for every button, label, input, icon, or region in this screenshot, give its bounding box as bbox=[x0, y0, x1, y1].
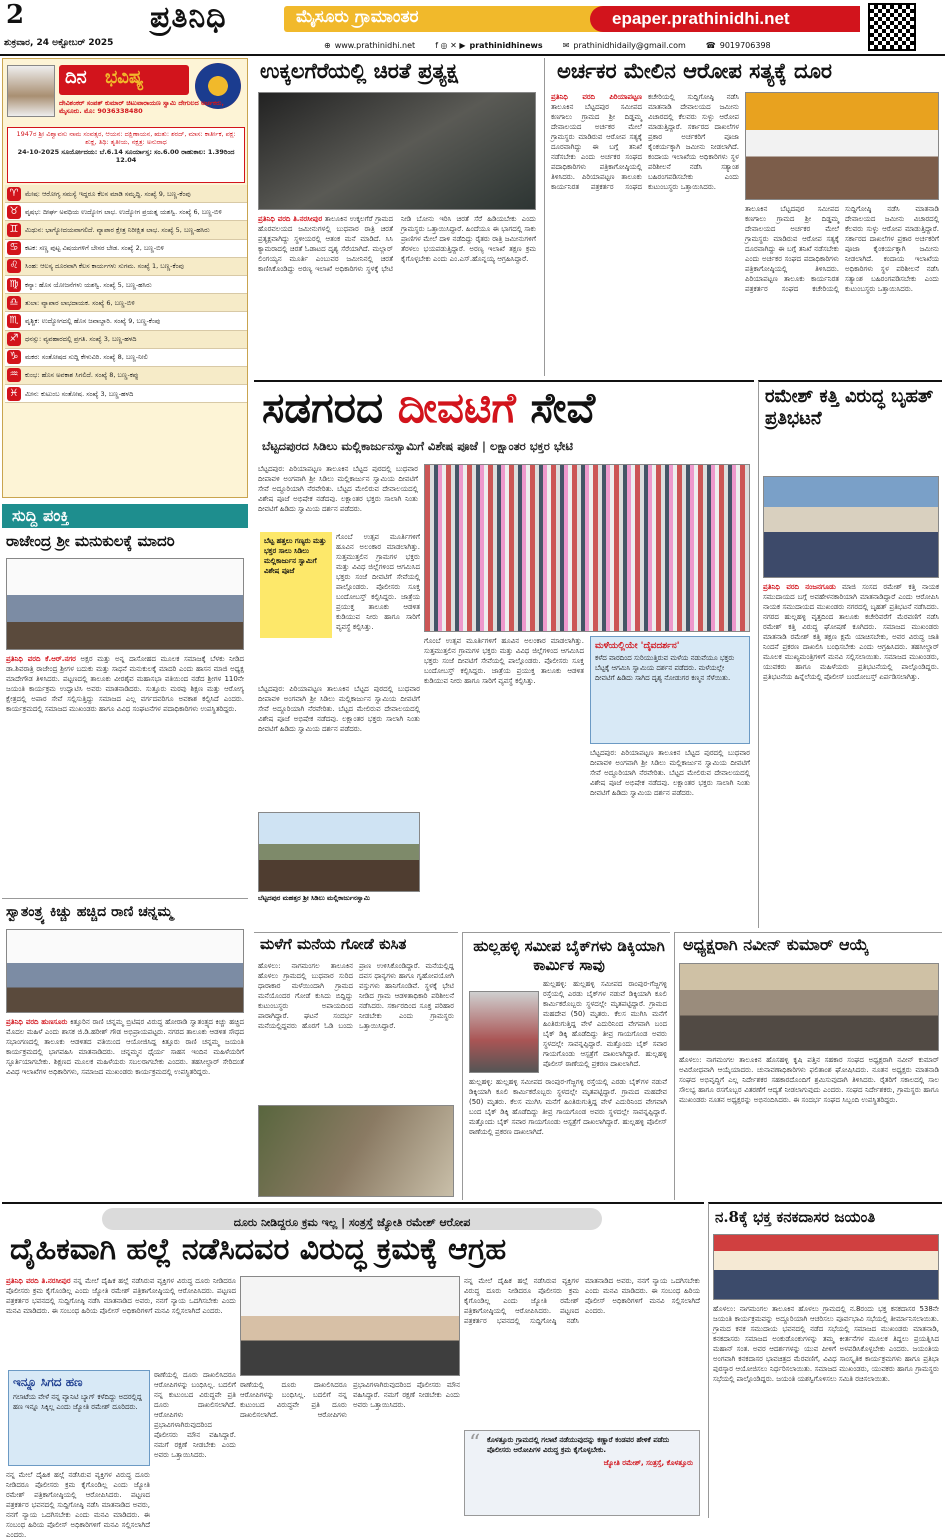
assault-byline: ಪ್ರತಿನಿಧಿ ವರದಿ bbox=[6, 1277, 39, 1285]
gemini-icon: ♊ bbox=[7, 223, 21, 237]
priests-press-photo bbox=[745, 92, 939, 200]
assault-quote-box bbox=[464, 1430, 700, 1516]
rahu-kala: 24-10-2025 ಸೂರ್ಯೋದಯ: ಬೆ.6.14 ಸೂರ್ಯಾಸ್ತ: ಸಂ.6.00 ರಾಹುಕಾಲ: 1.39ರಿಂದ 12.04 bbox=[17, 148, 235, 164]
zodiac-text: ಮಕರ: ಸಂತೋಷದ ಸುದ್ದಿ ಕೇಳುವಿರಿ. ಸಂಖ್ಯೆ 8, ಬಣ್ಣ-ನೀಲಿ bbox=[25, 353, 148, 362]
wall-photo bbox=[258, 1105, 454, 1197]
page-number: 2 bbox=[6, 0, 25, 30]
kanakadasa-body: ಹೊಳಲು: ನಾಗಮಂಗಲ ತಾಲೂಕಿನ ಹೊಳಲು ಗ್ರಾಮದಲ್ಲಿ ನ.8ರಂದು ಭಕ್ತ ಕನಕದಾಸರ 538ನೇ ಜಯಂತಿ ಕಾರ್ಯಕ್ರಮವನ್ನು ಅದ್ದೂರಿಯಾಗಿ ಆಚರಿಸಲು ಪೂರ್ವಭಾವಿ ಸಭೆಯಲ್ಲಿ ತೀರ್ಮಾನಿಸಲಾಯಿತು. ಗ್ರಾಮದ ಕನಕ ಸಮುದಾಯ ಭವನದಲ್ಲಿ ನಡೆದ ಸಭೆಯಲ್ಲಿ ಸಮಾಜದ ಮುಖಂಡರು ಮಾತನಾಡಿ, ಕನಕದಾಸರು ಸಮಾಜದ ಅಂಕುಡೊಂಕುಗಳನ್ನು ತಮ್ಮ ಕೀರ್ತನೆಗಳ ಮೂಲಕ ತಿದ್ದಲು ಪ್ರಯತ್ನಿಸಿದ ಮಹಾನ್ ಸಂತ. ಅವರ ಆದರ್ಶಗಳನ್ನು ಯುವ ಪೀಳಿಗೆ ಅಳವಡಿಸಿಕೊಳ್ಳಬೇಕು ಎಂದರು. ಜಯಂತಿಯ ಅಂಗವಾಗಿ ಕನಕದಾಸರ ಭಾವಚಿತ್ರದ ಮೆರವಣಿಗೆ, ವಿವಿಧ ಸಾಂಸ್ಕೃತಿಕ ಕಾರ್ಯಕ್ರಮಗಳು ಹಾಗೂ ಪ್ರತಿಭಾ ಪುರಸ್ಕಾರ ಆಯೋಜಿಸಲು ನಿರ್ಧರಿಸಲಾಯಿತು. ಸಮಾಜದ ಮುಖಂಡರು, ಯುವಕರು ಹಾಗೂ ಗ್ರಾಮಸ್ಥರು ಸಭೆಯಲ್ಲಿ ಪಾಲ್ಗೊಂಡಿದ್ದರು. ಜಯಂತಿ ಯಶಸ್ವಿಗೊಳಿಸಲು ಸಮಿತಿ ರಚಿಸಲಾಯಿತು. bbox=[713, 1305, 939, 1383]
zodiac-text: ಮಿಥುನ: ಭಾಗ್ಯೋದಯವಾಗಲಿದೆ. ವ್ಯಾಪಾರ ಕ್ಷೇತ್ರ ನಿರೀಕ್ಷಿತ ಲಾಭ. ಸಂಖ್ಯೆ 5, ಬಣ್ಣ-ಹಸಿರು bbox=[25, 225, 210, 234]
capricorn-icon: ♑ bbox=[7, 350, 21, 364]
assault-headline: ದೈಹಿಕವಾಗಿ ಹಲ್ಲೆ ನಡೆಸಿದವರ ವಿರುದ್ಧ ಕ್ರಮಕ್ಕೆ ಆಗ್ರಹ bbox=[10, 1232, 507, 1267]
deepotsava-body-c: ಬೆಟ್ಟದಪುರ: ಪಿರಿಯಾಪಟ್ಟಣ ತಾಲೂಕಿನ ಬೆಟ್ಟದ ಪುರದಲ್ಲಿ ಬುಧವಾರ ದೀಪಾವಳಿ ಅಂಗವಾಗಿ ಶ್ರೀ ಸಿಡಿಲು ಮಲ್ಲಿಕಾರ್ಜುನ ಸ್ವಾಮಿಯ ದೀವಟಿಗೆ ಸೇವೆ ಅದ್ದೂರಿಯಾಗಿ ನೆರವೇರಿತು. ಬೆಟ್ಟದ ಮೇಲಿರುವ ದೇವಾಲಯದಲ್ಲಿ ವಿಶೇಷ ಪೂಜೆ ಅಭಿಷೇಕ ನಡೆದವು. ಲಕ್ಷಾಂತರ ಭಕ್ತರು ಸಾಲಾಗಿ ನಿಂತು ದೀವಟಿಗೆ ಹಿಡಿದು ಸ್ವಾಮಿಯ ದರ್ಶನ ಪಡೆದರು. bbox=[258, 685, 420, 733]
zodiac-row bbox=[5, 331, 247, 349]
leopard-text: ತಾಲೂಕಿನ ಉಕ್ಕಲಗೆರೆ ಗ್ರಾಮದ ಹೊರವಲಯದ ಜಮೀನುಗಳಲ್ಲಿ ಬುಧವಾರ ರಾತ್ರಿ ಚಿರತೆ ಪ್ರತ್ಯಕ್ಷವಾಗಿದ್ದು ಸ್ಥಳೀಯರಲ್ಲಿ ಆತಂಕ ಮನೆ ಮಾಡಿದೆ. ಸಿಸಿ ಕ್ಯಾಮರಾದಲ್ಲಿ ಚಿರತೆ ಓಡಾಟದ ದೃಶ್ಯ ಸೆರೆಯಾಗಿದೆ. ಮಲ್ಲಾರ್ ಲಿಂಗಯ್ಯನ ಮೂರ್ತಿ ಎಂಬುವರ ಜಮೀನಿನಲ್ಲಿ ಚಿರತೆ ಕಾಣಿಸಿಕೊಂಡಿದ್ದು ಅರಣ್ಯ ಇಲಾಖೆ ಅಧಿಕಾರಿಗಳು ಸ್ಥಳಕ್ಕೆ ಭೇಟಿ ನೀಡಿ ಬೋನು ಇರಿಸಿ ಚಿರತೆ ಸೆರೆ ಹಿಡಿಯಬೇಕು ಎಂದು ಗ್ರಾಮಸ್ಥರು ಒತ್ತಾಯಿಸಿದ್ದಾರೆ. ಹಿಂದೆಯೂ ಈ ಭಾಗದಲ್ಲಿ ಸಾಕು ಪ್ರಾಣಿಗಳ ಮೇಲೆ ದಾಳಿ ನಡೆದಿದ್ದು ರೈತರು ರಾತ್ರಿ ಜಮೀನುಗಳಿಗೆ ತೆರಳಲು ಭಯಪಡುತ್ತಿದ್ದಾರೆ. ಅರಣ್ಯ ಇಲಾಖೆ ತಕ್ಷಣ ಕ್ರಮ ಕೈಗೊಳ್ಳಬೇಕು ಎಂದು ಎಂ.ಎಸ್.ಹೊನ್ನಯ್ಯ ಆಗ್ರಹಿಸಿದ್ದಾರೆ. bbox=[258, 215, 536, 273]
assault-body-e: ನನ್ನ ಮೇಲೆ ದೈಹಿಕ ಹಲ್ಲೆ ನಡೆಸಿರುವ ವ್ಯಕ್ತಿಗಳ ವಿರುದ್ಧ ದೂರು ನೀಡಿದರೂ ಪೊಲೀಸರು ಕ್ರಮ ಕೈಗೊಂಡಿಲ್ಲ ಎಂದು ಜ್ಯೋತಿ ರಮೇಶ್ ಪತ್ರಿಕಾಗೋಷ್ಠಿಯಲ್ಲಿ ಆರೋಪಿಸಿದರು. ಪಟ್ಟಣದ ಪತ್ರಕರ್ತರ ಭವನದಲ್ಲಿ ಸುದ್ದಿಗೋಷ್ಠಿ ನಡೆಸಿ ಮಾತನಾಡಿದ ಅವರು, ನನಗೆ ನ್ಯಾಯ ಒದಗಿಸಬೇಕು ಎಂದು ಮನವಿ ಮಾಡಿದರು. ಈ ಸಂಬಂಧ ಹಿರಿಯ ಪೊಲೀಸ್ ಅಧಿಕಾರಿಗಳಿಗೆ ಮನವಿ ಸಲ್ಲಿಸಲಾಗಿದೆ ಎಂದರು. bbox=[464, 1277, 700, 1325]
deepotsava-body-b: ಗೊಂಬೆ ಉತ್ಸವ ಮೂರ್ತಿಗಳಿಗೆ ಹೂವಿನ ಅಲಂಕಾರ ಮಾಡಲಾಗಿತ್ತು. ಸುತ್ತಮುತ್ತಲಿನ ಗ್ರಾಮಗಳ ಭಕ್ತರು ಮತ್ತು ವಿವಿಧ ಜಿಲ್ಲೆಗಳಿಂದ ಆಗಮಿಸಿದ ಭಕ್ತರು ಸಂಜೆ ದೀವಟಿಗೆ ಸೇವೆಯಲ್ಲಿ ಪಾಲ್ಗೊಂಡರು. ಪೊಲೀಸರು ಸೂಕ್ತ ಬಂದೋಬಸ್ತ್ ಕಲ್ಪಿಸಿದ್ದರು. ಜಾತ್ರೆಯ ಪ್ರಯುಕ್ತ ತಾಲೂಕು ಆಡಳಿತ ಕುಡಿಯುವ ನೀರು ಹಾಗೂ ಸಾರಿಗೆ ವ್ಯವಸ್ಥೆ ಕಲ್ಪಿಸಿತ್ತು. bbox=[336, 533, 420, 631]
epaper-url[interactable]: epaper.prathinidhi.net bbox=[612, 9, 790, 28]
zodiac-row bbox=[5, 240, 247, 258]
assault-body-b: ಠಾಣೆಯಲ್ಲಿ ದೂರು ದಾಖಲಿಸಿದರೂ ಆರೋಪಿಗಳನ್ನು ಬಂಧಿಸಿಲ್ಲ. ಬದಲಿಗೆ ನನ್ನ ಕುಟುಂಬದ ವಿರುದ್ಧವೇ ಪ್ರತಿ ದೂರು ದಾಖಲಿಸಲಾಗಿದೆ. ಆರೋಪಿಗಳು ಪ್ರಭಾವಿಗಳಾಗಿರುವುದರಿಂದ ಪೊಲೀಸರು ಮೌನ ವಹಿಸಿದ್ದಾರೆ. ನಮಗೆ ರಕ್ಷಣೆ ನೀಡಬೇಕು ಎಂದು ಅವರು ಒತ್ತಾಯಿಸಿದರು. bbox=[154, 1371, 236, 1459]
zodiac-text: ವೃಷಭ: ದೀರ್ಘ ಅವಧಿಯ ಉದ್ಯೋಗ ಲಾಭ. ಉದ್ಯೋಗ ಪ್ರಯತ್ನ ಯಶಸ್ವಿ. ಸಂಖ್ಯೆ 6, ಬಣ್ಣ-ಬಿಳಿ bbox=[25, 207, 222, 216]
wall-story bbox=[254, 932, 458, 1200]
zodiac-text: ಕುಂಭ: ಹೊಸ ಅವಕಾಶ ಸಿಗಲಿದೆ. ಸಂಖ್ಯೆ 8, ಬಣ್ಣ-ಕಪ್ಪು bbox=[25, 371, 139, 380]
deepotsava-headline-b: ದೀವಟಿಗೆ bbox=[397, 383, 516, 432]
assault-text: ನನ್ನ ಮೇಲೆ ದೈಹಿಕ ಹಲ್ಲೆ ನಡೆಸಿರುವ ವ್ಯಕ್ತಿಗಳ ವಿರುದ್ಧ ದೂರು ನೀಡಿದರೂ ಪೊಲೀಸರು ಕ್ರಮ ಕೈಗೊಂಡಿಲ್ಲ ಎಂದು ಜ್ಯೋತಿ ರಮೇಶ್ ಪತ್ರಿಕಾಗೋಷ್ಠಿಯಲ್ಲಿ ಆರೋಪಿಸಿದರು. ಪಟ್ಟಣದ ಪತ್ರಕರ್ತರ ಭವನದಲ್ಲಿ ಸುದ್ದಿಗೋಷ್ಠಿ ನಡೆಸಿ ಮಾತನಾಡಿದ ಅವರು, ನನಗೆ ನ್ಯಾಯ ಒದಗಿಸಬೇಕು ಎಂದು ಮನವಿ ಮಾಡಿದರು. ಈ ಸಂಬಂಧ ಹಿರಿಯ ಪೊಲೀಸ್ ಅಧಿಕಾರಿಗಳಿಗೆ ಮನವಿ ಸಲ್ಲಿಸಲಾಗಿದೆ ಎಂದರು. bbox=[6, 1277, 236, 1315]
zodiac-row bbox=[5, 385, 247, 403]
priests-story bbox=[544, 58, 942, 376]
edition-label: ಮೈಸೂರು ಗ್ರಾಮಾಂತರ bbox=[296, 7, 419, 27]
social-handle[interactable]: prathinidhinews bbox=[469, 40, 543, 50]
deepotsava-rain-title: ಮಳೆಯಲ್ಲಿಯೇ 'ದೈವದರ್ಶನ' bbox=[595, 641, 680, 651]
leopard-cctv-photo bbox=[258, 92, 536, 210]
email-link[interactable]: prathinidhidaily@gmail.com bbox=[573, 40, 686, 50]
chennamma-headline: ಸ್ವಾತಂತ್ರ್ಯ ಕಿಚ್ಚು ಹಚ್ಚಿದ ರಾಣಿ ಚನ್ನಮ್ಮ bbox=[6, 904, 173, 920]
assault-money-box bbox=[8, 1370, 150, 1466]
panchanga-text: 1947ರ ಶ್ರೀ ವಿಶ್ವಾವಸು ನಾಮ ಸಂವತ್ಸರ, ಆಯನ: ದಕ್ಷಿಣಾಯನ, ಋತು: ಶರದ್, ಮಾಸ: ಕಾರ್ತೀಕ, ಪಕ್ಷ: ಶುಕ್ಲ, ತಿಥಿ: ತೃತೀಯ, ನಕ್ಷತ್ರ: ಅನುರಾಧ bbox=[16, 130, 236, 146]
accident-story bbox=[462, 932, 670, 1200]
quote-icon: “ bbox=[469, 1431, 481, 1456]
zodiac-row bbox=[5, 294, 247, 312]
president-photo bbox=[679, 963, 939, 1051]
chennamma-place: ಹುಣಸೂರು bbox=[41, 1018, 68, 1026]
leopard-byline: ಪ್ರತಿನಿಧಿ ವರದಿ bbox=[258, 215, 291, 223]
zodiac-text: ಸಿಂಹ: ಆಲಸ್ಯ ದೂರವಾಗಿ ಕೆಲಸ ಕಾರ್ಯಗಳು ಸುಗಮ. ಸಂಖ್ಯೆ 1, ಬಣ್ಣ-ಕೆಂಪು bbox=[25, 262, 184, 271]
zodiac-text: ತುಲಾ: ವ್ಯಾಪಾರ ಲಾಭದಾಯಕ. ಸಂಖ್ಯೆ 6, ಬಣ್ಣ-ಬಿಳಿ bbox=[25, 298, 135, 307]
accident-body: ಹುಲ್ಲಹಳ್ಳಿ: ಹುಲ್ಲಹಳ್ಳಿ ಸಮೀಪದ ರಾಂಪುರ-ಗೆಜ್ಜಗಳ್ಳಿ ರಸ್ತೆಯಲ್ಲಿ ಎರಡು ಬೈಕ್‌ಗಳ ನಡುವೆ ಡಿಕ್ಕಿಯಾಗಿ ಕೂಲಿ ಕಾರ್ಮಿಕರೊಬ್ಬರು ಸ್ಥಳದಲ್ಲೇ ಮೃತಪಟ್ಟಿದ್ದಾರೆ. ಗ್ರಾಮದ ಮಹದೇವ (50) ಮೃತರು. ಕೆಲಸ ಮುಗಿಸಿ ಮನೆಗೆ ಹಿಂತಿರುಗುತ್ತಿದ್ದ ವೇಳೆ ಎದುರಿನಿಂದ ವೇಗವಾಗಿ ಬಂದ ಬೈಕ್ ಡಿಕ್ಕಿ ಹೊಡೆದಿದ್ದು ತೀವ್ರ ಗಾಯಗೊಂಡ ಅವರು ಸ್ಥಳದಲ್ಲೇ ಸಾವನ್ನಪ್ಪಿದ್ದಾರೆ. ಮತ್ತೊಂದು ಬೈಕ್ ಸವಾರ ಗಾಯಗೊಂಡು ಆಸ್ಪತ್ರೆಗೆ ದಾಖಲಾಗಿದ್ದಾರೆ. ಹುಲ್ಲಹಳ್ಳಿ ಪೊಲೀಸ್ ಠಾಣೆಯಲ್ಲಿ ಪ್ರಕರಣ ದಾಖಲಾಗಿದೆ. bbox=[543, 980, 667, 1068]
rajendra-photo bbox=[6, 558, 244, 650]
protest-story bbox=[758, 380, 942, 928]
zodiac-row bbox=[5, 276, 247, 294]
zodiac-row bbox=[5, 203, 247, 221]
masthead-logo: ಪ್ರತಿನಿಧಿ bbox=[150, 0, 227, 35]
rajendra-place: ಕೆ.ಆರ್.ನಗರ bbox=[45, 655, 76, 663]
zodiac-list bbox=[5, 185, 247, 403]
protest-byline: ಪ್ರತಿನಿಧಿ ವರದಿ bbox=[763, 583, 800, 591]
kanakadasa-headline: ನ.8ಕ್ಕೆ ಭಕ್ತ ಕನಕದಾಸರ ಜಯಂತಿ bbox=[715, 1208, 876, 1226]
accident-body-b: ಹುಲ್ಲಹಳ್ಳಿ: ಹುಲ್ಲಹಳ್ಳಿ ಸಮೀಪದ ರಾಂಪುರ-ಗೆಜ್ಜಗಳ್ಳಿ ರಸ್ತೆಯಲ್ಲಿ ಎರಡು ಬೈಕ್‌ಗಳ ನಡುವೆ ಡಿಕ್ಕಿಯಾಗಿ ಕೂಲಿ ಕಾರ್ಮಿಕರೊಬ್ಬರು ಸ್ಥಳದಲ್ಲೇ ಮೃತಪಟ್ಟಿದ್ದಾರೆ. ಗ್ರಾಮದ ಮಹದೇವ (50) ಮೃತರು. ಕೆಲಸ ಮುಗಿಸಿ ಮನೆಗೆ ಹಿಂತಿರುಗುತ್ತಿದ್ದ ವೇಳೆ ಎದುರಿನಿಂದ ವೇಗವಾಗಿ ಬಂದ ಬೈಕ್ ಡಿಕ್ಕಿ ಹೊಡೆದಿದ್ದು ತೀವ್ರ ಗಾಯಗೊಂಡ ಅವರು ಸ್ಥಳದಲ್ಲೇ ಸಾವನ್ನಪ್ಪಿದ್ದಾರೆ. ಮತ್ತೊಂದು ಬೈಕ್ ಸವಾರ ಗಾಯಗೊಂಡು ಆಸ್ಪತ್ರೆಗೆ ದಾಖಲಾಗಿದ್ದಾರೆ. ಹುಲ್ಲಹಳ್ಳಿ ಪೊಲೀಸ್ ಠಾಣೆಯಲ್ಲಿ ಪ್ರಕರಣ ದಾಖಲಾಗಿದೆ. bbox=[469, 1078, 667, 1136]
president-story bbox=[674, 932, 942, 1200]
rajendra-headline: ರಾಜೇಂದ್ರ ಶ್ರೀ ಮನುಕುಲಕ್ಕೆ ಮಾದರಿ bbox=[6, 532, 175, 550]
rajendra-text: ಅಕ್ಷರ ಮತ್ತು ಅನ್ನ ದಾಸೋಹದ ಮೂಲಕ ಸಮಾಜಕ್ಕೆ ಬೆಳಕು ನೀಡಿದ ಡಾ.ಶಿವರಾತ್ರಿ ರಾಜೇಂದ್ರ ಶ್ರೀಗಳ ಬದುಕು ಮತ್ತು ಸಾಧನೆ ಮನುಕುಲಕ್ಕೆ ಮಾದರಿ ಎಂದು ಹಾಸನ ಮಾಜಿ ಅಧ್ಯಕ್ಷ ಮಾದೇಗೌಡ ತಿಳಿಸಿದರು. ಪಟ್ಟಣದಲ್ಲಿ ತಾಲೂಕು ವೀರಶೈವ ಮಹಾಸಭಾ ವತಿಯಿಂದ ನಡೆದ ಶ್ರೀಗಳ 110ನೇ ಜಯಂತಿ ಕಾರ್ಯಕ್ರಮ ಉದ್ಘಾಟಿಸಿ ಅವರು ಮಾತನಾಡಿದರು. ಸುತ್ತೂರು ಮಠವು ಶಿಕ್ಷಣ ಮತ್ತು ಆರೋಗ್ಯ ಕ್ಷೇತ್ರದಲ್ಲಿ ಅಪಾರ ಸೇವೆ ಸಲ್ಲಿಸುತ್ತಿದ್ದು ಸಮಾಜದ ಎಲ್ಲ ವರ್ಗದವರಿಗೂ ಅವಕಾಶ ಕಲ್ಪಿಸಿದೆ ಎಂದರು. ಕಾರ್ಯಕ್ರಮದಲ್ಲಿ ಸಮಾಜದ ಮುಖಂಡರು ಹಾಗೂ ವಿವಿಧ ಸಂಘಟನೆಗಳ ಪದಾಧಿಕಾರಿಗಳು ಉಪಸ್ಥಿತರಿದ್ದರು. bbox=[6, 655, 245, 713]
zodiac-text: ವೃಶ್ಚಿಕ: ಉದ್ಯೋಗದಲ್ಲಿ ಹೊಸ ಜವಾಬ್ದಾರಿ. ಸಂಖ್ಯೆ 9, ಬಣ್ಣ-ಕೆಂಪು bbox=[25, 316, 161, 325]
horoscope-panel bbox=[2, 58, 248, 498]
president-body: ಹೊಳಲು: ನಾಗಮಂಗಲ ತಾಲೂಕಿನ ಹೊಸಹಳ್ಳಿ ಕೃಷಿ ಪತ್ತಿನ ಸಹಕಾರ ಸಂಘದ ಅಧ್ಯಕ್ಷರಾಗಿ ನವೀನ್ ಕುಮಾರ್ ಅವಿರೋಧವಾಗಿ ಆಯ್ಕೆಯಾದರು. ಚುನಾವಣಾಧಿಕಾರಿಗಳು ಫಲಿತಾಂಶ ಘೋಷಿಸಿದರು. ನೂತನ ಅಧ್ಯಕ್ಷರು ಮಾತನಾಡಿ ಸಂಘದ ಅಭಿವೃದ್ಧಿಗೆ ಎಲ್ಲ ನಿರ್ದೇಶಕರ ಸಹಕಾರದೊಂದಿಗೆ ಶ್ರಮಿಸುವುದಾಗಿ ತಿಳಿಸಿದರು. ರೈತರಿಗೆ ಸಕಾಲದಲ್ಲಿ ಸಾಲ ಸೌಲಭ್ಯ ಹಾಗೂ ರಸಗೊಬ್ಬರ ವಿತರಣೆಗೆ ಆದ್ಯತೆ ನೀಡಲಾಗುವುದು ಎಂದರು. ಸಂಘದ ನಿರ್ದೇಶಕರು, ಗ್ರಾಮಸ್ಥರು ಹಾಗೂ ಮುಖಂಡರು ನೂತನ ಅಧ್ಯಕ್ಷರನ್ನು ಅಭಿನಂದಿಸಿದರು. ಈ ಸಂದರ್ಭ ಸಂಘದ ಸಿಬ್ಬಂದಿ ಉಪಸ್ಥಿತರಿದ್ದರು. bbox=[679, 1056, 939, 1104]
leopard-headline: ಉಕ್ಕಲಗೆರೆಯಲ್ಲಿ ಚಿರತೆ ಪ್ರತ್ಯಕ್ಷ bbox=[260, 58, 458, 83]
libra-icon: ♎ bbox=[7, 296, 21, 310]
zodiac-text: ಮೇಷ: ಆರೋಗ್ಯ ಸಮಸ್ಯೆ ಇದ್ದರೂ ಕೆಲಸ ಮಾಡಿ ಸಮೃದ್ಧಿ. ಸಂಖ್ಯೆ 9, ಬಣ್ಣ-ಕೆಂಪು bbox=[25, 189, 191, 198]
wall-body: ಹೊಳಲು: ನಾಗಮಂಗಲ ತಾಲೂಕಿನ ಹೊಳಲು ಗ್ರಾಮದಲ್ಲಿ ಬುಧವಾರ ಸುರಿದ ಧಾರಾಕಾರ ಮಳೆಯಿಂದಾಗಿ ಗ್ರಾಮದ ಮನೆಯೊಂದರ ಗೋಡೆ ಕುಸಿದು ಬಿದ್ದಿದ್ದು ಕುಟುಂಬಸ್ಥರು ಅಪಾಯದಿಂದ ಪಾರಾಗಿದ್ದಾರೆ. ಘಟನೆ ಸಂದರ್ಭ ಮನೆಯಲ್ಲಿದ್ದವರು ಹೊರಗೆ ಓಡಿ ಬಂದು ಪ್ರಾಣ ಉಳಿಸಿಕೊಂಡಿದ್ದಾರೆ. ಮನೆಯಲ್ಲಿದ್ದ ದವಸ ಧಾನ್ಯಗಳು ಹಾಗೂ ಗೃಹೋಪಯೋಗಿ ವಸ್ತುಗಳು ಹಾನಿಗೊಂಡಿವೆ. ಸ್ಥಳಕ್ಕೆ ಭೇಟಿ ನೀಡಿದ ಗ್ರಾಮ ಆಡಳಿತಾಧಿಕಾರಿ ಪರಿಶೀಲನೆ ನಡೆಸಿದರು. ಸರ್ಕಾರದಿಂದ ಸೂಕ್ತ ಪರಿಹಾರ ನೀಡಬೇಕು ಎಂದು ಗ್ರಾಮಸ್ಥರು ಒತ್ತಾಯಿಸಿದ್ದಾರೆ. bbox=[258, 962, 454, 1030]
assault-press-photo bbox=[240, 1276, 460, 1376]
virgo-icon: ♍ bbox=[7, 278, 21, 292]
rajendra-byline: ಪ್ರತಿನಿಧಿ ವರದಿ bbox=[6, 655, 41, 663]
phone-icon: ☎ bbox=[705, 40, 716, 50]
zodiac-text: ಕಟಕ: ಸಣ್ಣ ಪುಟ್ಟ ವಿಷಯಗಳಿಗೆ ಬೇಸರ ಬೇಡ. ಸಂಖ್ಯೆ 2, ಬಣ್ಣ-ಬಿಳಿ bbox=[25, 244, 165, 253]
zodiac-row bbox=[5, 349, 247, 367]
assault-box-title: ಇನ್ನೂ ಸಿಗದ ಹಣ bbox=[13, 1375, 83, 1389]
chennamma-story bbox=[2, 898, 248, 1198]
deepotsava-headline bbox=[262, 383, 596, 432]
chennamma-body bbox=[6, 1017, 244, 1195]
leo-icon: ♌ bbox=[7, 259, 21, 273]
victim-photo bbox=[469, 991, 539, 1073]
protest-place: ನಂಜನಗೂಡು bbox=[805, 583, 836, 591]
phone-number: 9019706398 bbox=[719, 40, 771, 50]
kanakadasa-photo bbox=[713, 1234, 939, 1300]
assault-place: ತಿ.ನರಸೀಪುರ bbox=[41, 1277, 71, 1285]
deepotsava-rain-text: ಕಳೆದ ವಾರದಿಂದ ಸುರಿಯುತ್ತಿರುವ ಮಳೆಯ ನಡುವೆಯೂ ಭಕ್ತರು ಬೆಟ್ಟಕ್ಕೆ ಆಗಮಿಸಿ ಸ್ವಾಮಿಯ ದರ್ಶನ ಪಡೆದರು. ಮಳೆಯಲ್ಲೇ ದೀವಟಿಗೆ ಹಿಡಿದು ಸಾಗಿದ ದೃಶ್ಯ ನೋಡುಗರ ಕಣ್ಮನ ಸೆಳೆಯಿತು. bbox=[595, 654, 735, 682]
priests-place: ಪಿರಿಯಾಪಟ್ಟಣ bbox=[609, 93, 642, 101]
priests-byline: ಪ್ರತಿನಿಧಿ ವರದಿ bbox=[551, 93, 596, 101]
sagittarius-icon: ♐ bbox=[7, 332, 21, 346]
social-icons: f ◎ ✕ ▶ bbox=[435, 40, 466, 50]
protest-text: ಮಾಜಿ ಸಂಸದ ರಮೇಶ್ ಕತ್ತಿ ನಾಯಕ ಸಮುದಾಯದ ಬಗ್ಗೆ ಅವಹೇಳನಕಾರಿಯಾಗಿ ಮಾತನಾಡಿದ್ದಾರೆ ಎಂದು ಆರೋಪಿಸಿ ನಾಯಕ ಸಮುದಾಯದ ಮುಖಂಡರು ನಗರದಲ್ಲಿ ಬೃಹತ್ ಪ್ರತಿಭಟನೆ ನಡೆಸಿದರು. ನಗರದ ಹುಲ್ಲಹಳ್ಳಿ ವೃತ್ತದಿಂದ ತಾಲೂಕು ಕಚೇರಿವರೆಗೆ ಮೆರವಣಿಗೆ ನಡೆಸಿ ರಮೇಶ್ ಕತ್ತಿ ವಿರುದ್ಧ ಘೋಷಣೆ ಕೂಗಿದರು. ಸಮಾಜದ ಮುಖಂಡರು ಮಾತನಾಡಿ ರಮೇಶ್ ಕತ್ತಿ ತಕ್ಷಣ ಕ್ಷಮೆ ಯಾಚಿಸಬೇಕು, ಅವರ ವಿರುದ್ಧ ಜಾತಿ ನಿಂದನೆ ಪ್ರಕರಣ ದಾಖಲಿಸಿ ಬಂಧಿಸಬೇಕು ಎಂದು ಆಗ್ರಹಿಸಿದರು. ತಹಸೀಲ್ದಾರ್ ಮೂಲಕ ಮುಖ್ಯಮಂತ್ರಿಗಳಿಗೆ ಮನವಿ ಸಲ್ಲಿಸಲಾಯಿತು. ಸಮಾಜದ ಮುಖಂಡರು, ಯುವಕರು ಹಾಗೂ ಮಹಿಳೆಯರು ಪ್ರತಿಭಟನೆಯಲ್ಲಿ ಪಾಲ್ಗೊಂಡಿದ್ದರು. ಪ್ರತಿಭಟನೆಯ ಹಿನ್ನೆಲೆಯಲ್ಲಿ ಪೊಲೀಸ್ ಬಂದೋಬಸ್ತ್ ಏರ್ಪಡಿಸಲಾಗಿತ್ತು. bbox=[763, 583, 939, 681]
assault-quote-text: ಕೊಳತ್ತೂರು ಗ್ರಾಮದಲ್ಲಿ ಗಲಾಟೆ ನಡೆಯುವುದನ್ನು ಕಣ್ಣಾರೆ ಕಂಡವರ ಹೇಳಿಕೆ ಪಡೆದು ಪೊಲೀಸರು ಆರೋಪಿಗಳ ವಿರುದ್ಧ ಕ್ರಮ ಕೈಗೊಳ್ಳಬೇಕು. bbox=[487, 1436, 670, 1454]
chennamma-photo bbox=[6, 929, 244, 1013]
mail-icon: ✉ bbox=[562, 40, 570, 50]
deepotsava-body-d: ಗೊಂಬೆ ಉತ್ಸವ ಮೂರ್ತಿಗಳಿಗೆ ಹೂವಿನ ಅಲಂಕಾರ ಮಾಡಲಾಗಿತ್ತು. ಸುತ್ತಮುತ್ತಲಿನ ಗ್ರಾಮಗಳ ಭಕ್ತರು ಮತ್ತು ವಿವಿಧ ಜಿಲ್ಲೆಗಳಿಂದ ಆಗಮಿಸಿದ ಭಕ್ತರು ಸಂಜೆ ದೀವಟಿಗೆ ಸೇವೆಯಲ್ಲಿ ಪಾಲ್ಗೊಂಡರು. ಪೊಲೀಸರು ಸೂಕ್ತ ಬಂದೋಬಸ್ತ್ ಕಲ್ಪಿಸಿದ್ದರು. ಜಾತ್ರೆಯ ಪ್ರಯುಕ್ತ ತಾಲೂಕು ಆಡಳಿತ ಕುಡಿಯುವ ನೀರು ಹಾಗೂ ಸಾರಿಗೆ ವ್ಯವಸ್ಥೆ ಕಲ್ಪಿಸಿತ್ತು. bbox=[424, 637, 584, 685]
assault-kicker-bar bbox=[102, 1208, 602, 1230]
scorpio-icon: ♏ bbox=[7, 314, 21, 328]
leopard-body bbox=[258, 214, 536, 374]
aries-icon: ♈ bbox=[7, 187, 21, 201]
qr-code[interactable] bbox=[868, 3, 916, 51]
assault-body bbox=[6, 1276, 236, 1366]
deepotsava-subhead: ಬೆಟ್ಟದಪುರದ ಸಿಡಿಲು ಮಲ್ಲಿಕಾರ್ಜುನಸ್ವಾಮಿಗೆ ವಿಶೇಷ ಪೂಜೆ | ಲಕ್ಷಾಂತರ ಭಕ್ತರ ಭೇಟಿ bbox=[262, 439, 573, 453]
epaper-banner bbox=[590, 6, 860, 32]
globe-icon: ⊕ bbox=[324, 40, 331, 50]
contact-strip bbox=[324, 38, 864, 52]
zodiac-row bbox=[5, 185, 247, 203]
masthead bbox=[0, 0, 945, 56]
chennamma-text: ಕಿತ್ತೂರಿನ ರಾಣಿ ಚನ್ನಮ್ಮ ಬ್ರಿಟಿಷರ ವಿರುದ್ಧ ಹೋರಾಡಿ ಸ್ವಾತಂತ್ರ್ಯದ ಕಿಚ್ಚು ಹಚ್ಚಿದ ಮೊದಲ ಮಹಿಳೆ ಎಂದು ಶಾಸಕ ಜಿ.ಡಿ.ಹರೀಶ್ ಗೌಡ ಅಭಿಪ್ರಾಯಪಟ್ಟರು. ನಗರದ ತಾಲೂಕು ಆಡಳಿತ ಸೌಧದ ಸಭಾಂಗಣದಲ್ಲಿ ತಾಲೂಕು ಆಡಳಿತದ ವತಿಯಿಂದ ಆಯೋಜಿಸಿದ್ದ ಕಿತ್ತೂರು ರಾಣಿ ಚನ್ನಮ್ಮ ಜಯಂತಿ ಕಾರ್ಯಕ್ರಮದಲ್ಲಿ ಭಾಗವಹಿಸಿ ಮಾತನಾಡಿದರು. ಚನ್ನಮ್ಮನ ಧೈರ್ಯ ಸಾಹಸ ಇಂದಿನ ಮಹಿಳೆಯರಿಗೆ ಸ್ಫೂರ್ತಿಯಾಗಬೇಕು. ಶಿಕ್ಷಣದ ಮೂಲಕ ಮಹಿಳೆಯರು ಸಬಲರಾಗಬೇಕು ಎಂದರು. ತಹಸೀಲ್ದಾರ್ ಸೇರಿದಂತೆ ವಿವಿಧ ಇಲಾಖೆಗಳ ಅಧಿಕಾರಿಗಳು, ಸಮಾಜದ ಮುಖಂಡರು ಕಾರ್ಯಕ್ರಮದಲ್ಲಿ ಉಪಸ್ಥಿತರಿದ್ದರು. bbox=[6, 1018, 244, 1076]
accident-headline: ಹುಲ್ಲಹಳ್ಳಿ ಸಮೀಪ ಬೈಕ್‌ಗಳು ಡಿಕ್ಕಿಯಾಗಿ ಕಾರ್ಮಿಕ ಸಾವು bbox=[473, 937, 665, 974]
protest-headline: ರಮೇಶ್ ಕತ್ತಿ ವಿರುದ್ಧ ಬೃಹತ್ ಪ್ರತಿಭಟನೆ bbox=[765, 386, 934, 429]
priests-body-col2: ತಾಲೂಕಿನ ಬೆಟ್ಟದಪುರ ಸಮೀಪದ ಕಣಗಾಲು ಗ್ರಾಮದ ಶ್ರೀ ದಿಡ್ಡಮ್ಮ ದೇವಾಲಯದ ಅರ್ಚಕರ ಮೇಲೆ ಗ್ರಾಮಸ್ಥರು ಮಾಡಿರುವ ಆರೋಪ ಸತ್ಯಕ್ಕೆ ದೂರವಾಗಿದ್ದು ಈ ಬಗ್ಗೆ ತನಿಖೆ ನಡೆಸಬೇಕು ಎಂದು ಅರ್ಚಕರ ಸಂಘದ ಪದಾಧಿಕಾರಿಗಳು ಪತ್ರಿಕಾಗೋಷ್ಠಿಯಲ್ಲಿ ತಿಳಿಸಿದರು. ಪಿರಿಯಾಪಟ್ಟಣ ತಾಲೂಕು ಕಾರ್ಯನಿರತ ಪತ್ರಕರ್ತರ ಸಂಘದ ಕಚೇರಿಯಲ್ಲಿ ಸುದ್ದಿಗೋಷ್ಠಿ ನಡೆಸಿ ಮಾತನಾಡಿ ದೇವಾಲಯದ ಜಮೀನು ವಿಚಾರದಲ್ಲಿ ಕೆಲವರು ಸುಳ್ಳು ಆರೋಪ ಮಾಡುತ್ತಿದ್ದಾರೆ. ಸರ್ಕಾರದ ದಾಖಲೆಗಳ ಪ್ರಕಾರ ಅರ್ಚಕರಿಗೆ ಪೂಜಾ ಕೈಂಕರ್ಯಕ್ಕಾಗಿ ಜಮೀನು ನೀಡಲಾಗಿದೆ. ಕಂದಾಯ ಇಲಾಖೆಯ ಅಧಿಕಾರಿಗಳು ಸ್ಥಳ ಪರಿಶೀಲನೆ ನಡೆಸಿ ಸತ್ಯಾಂಶ ಬಹಿರಂಗಪಡಿಸಬೇಕು ಎಂದು ಕುಟುಂಬಸ್ಥರು ಒತ್ತಾಯಿಸಿದರು. bbox=[745, 205, 939, 293]
assault-body-c: ನನ್ನ ಮೇಲೆ ದೈಹಿಕ ಹಲ್ಲೆ ನಡೆಸಿರುವ ವ್ಯಕ್ತಿಗಳ ವಿರುದ್ಧ ದೂರು ನೀಡಿದರೂ ಪೊಲೀಸರು ಕ್ರಮ ಕೈಗೊಂಡಿಲ್ಲ ಎಂದು ಜ್ಯೋತಿ ರಮೇಶ್ ಪತ್ರಿಕಾಗೋಷ್ಠಿಯಲ್ಲಿ ಆರೋಪಿಸಿದರು. ಪಟ್ಟಣದ ಪತ್ರಕರ್ತರ ಭವನದಲ್ಲಿ ಸುದ್ದಿಗೋಷ್ಠಿ ನಡೆಸಿ ಮಾತನಾಡಿದ ಅವರು, ನನಗೆ ನ್ಯಾಯ ಒದಗಿಸಬೇಕು ಎಂದು ಮನವಿ ಮಾಡಿದರು. ಈ ಸಂಬಂಧ ಹಿರಿಯ ಪೊಲೀಸ್ ಅಧಿಕಾರಿಗಳಿಗೆ ಮನವಿ ಸಲ್ಲಿಸಲಾಗಿದೆ ಎಂದರು. bbox=[6, 1471, 150, 1539]
zodiac-text: ಕನ್ಯಾ: ಹೊಸ ಯೋಜನೆಗಳು ಯಶಸ್ವಿ. ಸಂಖ್ಯೆ 5, ಬಣ್ಣ-ಹಸಿರು bbox=[25, 280, 152, 289]
panchanga-box bbox=[7, 127, 245, 183]
deepotsava-headline-a: ಸಡಗರದ bbox=[262, 383, 398, 432]
priests-body-col1 bbox=[551, 92, 739, 374]
deepotsava-callout bbox=[260, 532, 332, 638]
assault-box-text: ಗಲಾಟೆಯ ವೇಳೆ ನನ್ನ ವ್ಯಾನಿಟಿ ಬ್ಯಾಗ್ ಕಳೆದಿದ್ದು ಅದರಲ್ಲಿದ್ದ ಹಣ ಇನ್ನೂ ಸಿಕ್ಕಿಲ್ಲ ಎಂದು ಜ್ಯೋತಿ ರಮೇಶ್ ದೂರಿದರು. bbox=[13, 1393, 142, 1411]
horoscope-title-bar bbox=[59, 65, 189, 95]
deepotsava-caption: ಬೆಟ್ಟದಪುರ ಮಹತ್ತರ ಶ್ರೀ ಸಿಡಿಲು ಮಲ್ಲಿಕಾರ್ಜುನಸ್ವಾಮಿ bbox=[258, 894, 370, 902]
wall-headline: ಮಳೆಗೆ ಮನೆಯ ಗೋಡೆ ಕುಸಿತ bbox=[260, 935, 407, 953]
cancer-icon: ♋ bbox=[7, 241, 21, 255]
pisces-icon: ♓ bbox=[7, 387, 21, 401]
zodiac-row bbox=[5, 312, 247, 330]
deepotsava-callout-text: ಬೆಟ್ಟ ಹತ್ತಲು ಗಣ್ಯರು ಮತ್ತು ಭಕ್ತರ ಸಾಲು ಸಿಡಿಲು ಮಲ್ಲಿಕಾರ್ಜುನ ಸ್ವಾಮಿಗೆ ವಿಶೇಷ ಪೂಜೆ bbox=[264, 537, 327, 575]
deepotsava-crowd-photo bbox=[424, 464, 750, 632]
zodiac-text: ಧನಸ್ಸು: ವ್ಯವಹಾರದಲ್ಲಿ ಪ್ರಗತಿ. ಸಂಖ್ಯೆ 3, ಬಣ್ಣ-ಹಳದಿ bbox=[25, 335, 137, 344]
priests-text: ತಾಲೂಕಿನ ಬೆಟ್ಟದಪುರ ಸಮೀಪದ ಕಣಗಾಲು ಗ್ರಾಮದ ಶ್ರೀ ದಿಡ್ಡಮ್ಮ ದೇವಾಲಯದ ಅರ್ಚಕರ ಮೇಲೆ ಗ್ರಾಮಸ್ಥರು ಮಾಡಿರುವ ಆರೋಪ ಸತ್ಯಕ್ಕೆ ದೂರವಾಗಿದ್ದು ಈ ಬಗ್ಗೆ ತನಿಖೆ ನಡೆಸಬೇಕು ಎಂದು ಅರ್ಚಕರ ಸಂಘದ ಪದಾಧಿಕಾರಿಗಳು ಪತ್ರಿಕಾಗೋಷ್ಠಿಯಲ್ಲಿ ತಿಳಿಸಿದರು. ಪಿರಿಯಾಪಟ್ಟಣ ತಾಲೂಕು ಕಾರ್ಯನಿರತ ಪತ್ರಕರ್ತರ ಸಂಘದ ಕಚೇರಿಯಲ್ಲಿ ಸುದ್ದಿಗೋಷ್ಠಿ ನಡೆಸಿ ಮಾತನಾಡಿ ದೇವಾಲಯದ ಜಮೀನು ವಿಚಾರದಲ್ಲಿ ಕೆಲವರು ಸುಳ್ಳು ಆರೋಪ ಮಾಡುತ್ತಿದ್ದಾರೆ. ಸರ್ಕಾರದ ದಾಖಲೆಗಳ ಪ್ರಕಾರ ಅರ್ಚಕರಿಗೆ ಪೂಜಾ ಕೈಂಕರ್ಯಕ್ಕಾಗಿ ಜಮೀನು ನೀಡಲಾಗಿದೆ. ಕಂದಾಯ ಇಲಾಖೆಯ ಅಧಿಕಾರಿಗಳು ಸ್ಥಳ ಪರಿಶೀಲನೆ ನಡೆಸಿ ಸತ್ಯಾಂಶ ಬಹಿರಂಗಪಡಿಸಬೇಕು ಎಂದು ಕುಟುಂಬಸ್ಥರು ಒತ್ತಾಯಿಸಿದರು. bbox=[551, 93, 739, 191]
assault-kicker: ದೂರು ನೀಡಿದ್ದರೂ ಕ್ರಮ ಇಲ್ಲ | ಸಂತ್ರಸ್ತೆ ಜ್ಯೋತಿ ರಮೇಶ್ ಆರೋಪ bbox=[233, 1216, 471, 1229]
rajendra-body bbox=[6, 654, 244, 890]
president-headline: ಅಧ್ಯಕ್ಷರಾಗಿ ನವೀನ್ ಕುಮಾರ್ ಆಯ್ಕೆ bbox=[683, 935, 869, 954]
deepotsava-headline-c: ಸೇವೆ bbox=[515, 383, 596, 432]
rajendra-story bbox=[2, 530, 248, 894]
zodiac-row bbox=[5, 367, 247, 385]
date-line: ಶುಕ್ರವಾರ, 24 ಅಕ್ಟೋಬರ್ 2025 bbox=[4, 38, 114, 48]
taurus-icon: ♉ bbox=[7, 205, 21, 219]
astrologer-photo bbox=[7, 65, 55, 117]
deepotsava-body: ಬೆಟ್ಟದಪುರ: ಪಿರಿಯಾಪಟ್ಟಣ ತಾಲೂಕಿನ ಬೆಟ್ಟದ ಪುರದಲ್ಲಿ ಬುಧವಾರ ದೀಪಾವಳಿ ಅಂಗವಾಗಿ ಶ್ರೀ ಸಿಡಿಲು ಮಲ್ಲಿಕಾರ್ಜುನ ಸ್ವಾಮಿಯ ದೀವಟಿಗೆ ಸೇವೆ ಅದ್ದೂರಿಯಾಗಿ ನೆರವೇರಿತು. ಬೆಟ್ಟದ ಮೇಲಿರುವ ದೇವಾಲಯದಲ್ಲಿ ವಿಶೇಷ ಪೂಜೆ ಅಭಿಷೇಕ ನಡೆದವು. ಲಕ್ಷಾಂತರ ಭಕ್ತರು ಸಾಲಾಗಿ ನಿಂತು ದೀವಟಿಗೆ ಹಿಡಿದು ಸ್ವಾಮಿಯ ದರ್ಶನ ಪಡೆದರು. bbox=[258, 465, 418, 513]
horoscope-title-b: ಭವಿಷ್ಯ bbox=[105, 67, 144, 88]
deepotsava-temple-photo bbox=[258, 812, 420, 892]
deepotsava-story bbox=[254, 380, 754, 928]
deepotsava-body-e: ಬೆಟ್ಟದಪುರ: ಪಿರಿಯಾಪಟ್ಟಣ ತಾಲೂಕಿನ ಬೆಟ್ಟದ ಪುರದಲ್ಲಿ ಬುಧವಾರ ದೀಪಾವಳಿ ಅಂಗವಾಗಿ ಶ್ರೀ ಸಿಡಿಲು ಮಲ್ಲಿಕಾರ್ಜುನ ಸ್ವಾಮಿಯ ದೀವಟಿಗೆ ಸೇವೆ ಅದ್ದೂರಿಯಾಗಿ ನೆರವೇರಿತು. ಬೆಟ್ಟದ ಮೇಲಿರುವ ದೇವಾಲಯದಲ್ಲಿ ವಿಶೇಷ ಪೂಜೆ ಅಭಿಷೇಕ ನಡೆದವು. ಲಕ್ಷಾಂತರ ಭಕ್ತರು ಸಾಲಾಗಿ ನಿಂತು ದೀವಟಿಗೆ ಹಿಡಿದು ಸ್ವಾಮಿಯ ದರ್ಶನ ಪಡೆದರು. bbox=[590, 749, 750, 797]
zodiac-row bbox=[5, 221, 247, 239]
section-band: ಸುದ್ದಿ ಪಂಕ್ತಿ bbox=[2, 504, 248, 528]
masthead-divider bbox=[0, 54, 945, 56]
protest-body bbox=[763, 582, 939, 926]
zodiac-row bbox=[5, 258, 247, 276]
protest-photo bbox=[763, 476, 939, 578]
horoscope-title-a: ದಿನ bbox=[65, 67, 87, 88]
kanakadasa-story bbox=[708, 1202, 942, 1518]
aquarius-icon: ♒ bbox=[7, 368, 21, 382]
leopard-place: ತಿ.ನರಸೀಪುರ bbox=[293, 215, 323, 223]
assault-body-d: ಠಾಣೆಯಲ್ಲಿ ದೂರು ದಾಖಲಿಸಿದರೂ ಆರೋಪಿಗಳನ್ನು ಬಂಧಿಸಿಲ್ಲ. ಬದಲಿಗೆ ನನ್ನ ಕುಟುಂಬದ ವಿರುದ್ಧವೇ ಪ್ರತಿ ದೂರು ದಾಖಲಿಸಲಾಗಿದೆ. ಆರೋಪಿಗಳು ಪ್ರಭಾವಿಗಳಾಗಿರುವುದರಿಂದ ಪೊಲೀಸರು ಮೌನ ವಹಿಸಿದ್ದಾರೆ. ನಮಗೆ ರಕ್ಷಣೆ ನೀಡಬೇಕು ಎಂದು ಅವರು ಒತ್ತಾಯಿಸಿದರು. bbox=[240, 1381, 460, 1419]
assault-quote-by: ಜ್ಯೋತಿ ರಮೇಶ್, ಸಂತ್ರಸ್ತೆ, ಕೊಳತ್ತೂರು bbox=[603, 1459, 693, 1467]
assault-story bbox=[2, 1202, 704, 1539]
website-link[interactable]: www.prathinidhi.net bbox=[334, 40, 416, 50]
leopard-story bbox=[254, 58, 540, 376]
astrologer-name: ದೇವಿಶಂಕರ್ ಸಂಪತ್ ಕುಮಾರ್ ಚಿಟುವಾರಾಯಣ ಸ್ವಾಮಿ ದೇಗುಲದ ಅರ್ಚಕರು, ಮೈಸೂರು. ಮೊ: 9036338480 bbox=[59, 99, 224, 115]
priests-headline: ಅರ್ಚಕರ ಮೇಲಿನ ಆರೋಪ ಸತ್ಯಕ್ಕೆ ದೂರ bbox=[557, 58, 833, 83]
deepotsava-rain-box bbox=[590, 636, 750, 744]
zodiac-text: ಮೀನ: ಕುಟುಂಬ ಸಂತೋಷ. ಸಂಖ್ಯೆ 3, ಬಣ್ಣ-ಹಳದಿ bbox=[25, 389, 134, 398]
chennamma-byline: ಪ್ರತಿನಿಧಿ ವರದಿ bbox=[6, 1018, 39, 1026]
